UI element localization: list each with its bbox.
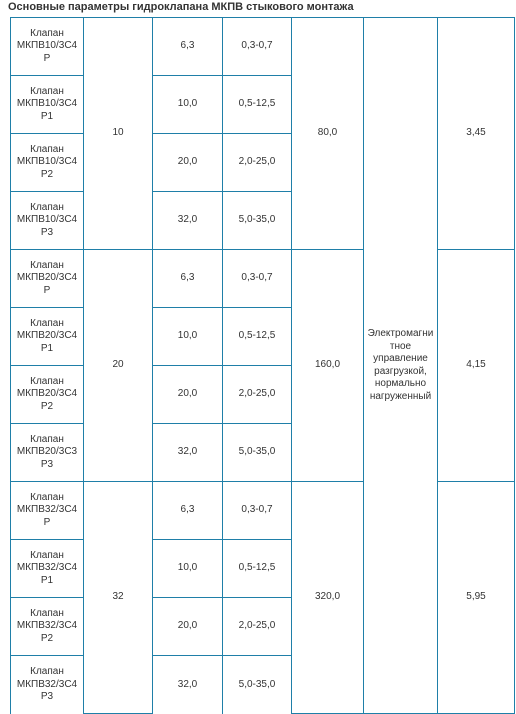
setting-range-cell [223,134,292,192]
pressure-cell [153,656,223,714]
pressure-cell [153,540,223,598]
valve-name-line: Клапан [30,85,64,97]
setting-range-cell [223,482,292,540]
valve-name-line: Р1 [40,342,54,354]
valve-name-cell [11,134,84,192]
control-type-line: тное [389,340,412,352]
setting-range-cell [223,598,292,656]
pressure-value: 10,0 [177,330,198,342]
valve-name-cell [11,656,84,714]
valve-name-cell [11,482,84,540]
valve-name-cell [11,424,84,482]
valve-name-line: Клапан [30,491,64,503]
valve-name-line: Клапан [30,607,64,619]
setting-range-value: 2,0-25,0 [238,388,276,400]
valve-name-line: МКПВ10/3С4 [16,156,78,168]
valve-name-line: Клапан [30,549,64,561]
valve-name-line: МКПВ10/3С4 [16,98,78,110]
valve-name-cell [11,192,84,250]
valve-name-line: Р [43,516,51,528]
valve-name-cell [11,250,84,308]
valve-name-line: Клапан [30,143,64,155]
pressure-cell [153,134,223,192]
valve-name-line: Р2 [40,400,54,412]
parameters-table-body [11,18,515,714]
table-row [11,250,515,308]
parameters-table [10,17,515,714]
valve-name-line: МКПВ20/3С4 [16,330,78,342]
setting-range-cell [223,366,292,424]
setting-range-cell [223,192,292,250]
flow-rate-cell [292,482,364,714]
setting-range-value: 5,0-35,0 [238,446,276,458]
pressure-cell [153,366,223,424]
setting-range-cell [223,656,292,714]
valve-name-line: МКПВ20/3С4 [16,388,78,400]
valve-name-line: Р1 [40,574,54,586]
setting-range-value: 0,3-0,7 [241,504,273,516]
pressure-value: 32,0 [177,214,198,226]
setting-range-value: 0,5-12,5 [238,98,276,110]
flow-rate-cell [292,250,364,482]
pressure-value: 10,0 [177,98,198,110]
valve-name-line: Клапан [30,433,64,445]
setting-range-cell [223,250,292,308]
pressure-cell [153,482,223,540]
valve-name-line: Клапан [30,375,64,387]
valve-name-line: Р [43,284,51,296]
weight-value: 3,45 [466,127,486,139]
control-type-line: Электромагни [367,328,434,339]
weight-cell [438,250,515,482]
setting-range-cell [223,76,292,134]
table-row [11,482,515,540]
valve-name-line: МКПВ10/3С4 [16,214,78,226]
control-type-line: управление [373,353,428,364]
nominal-bore-value: 20 [112,359,124,371]
pressure-value: 10,0 [177,562,198,574]
setting-range-value: 5,0-35,0 [238,214,276,226]
setting-range-cell [223,540,292,598]
flow-rate-value: 80,0 [317,127,338,139]
valve-name-cell [11,308,84,366]
setting-range-cell [223,424,292,482]
weight-cell [438,18,515,250]
pressure-value: 20,0 [177,156,198,168]
table-row [11,18,515,76]
nominal-bore-cell [84,250,153,482]
control-type-line: нормально [374,378,427,389]
valve-name-line: МКПВ32/3С4 [16,504,78,516]
weight-cell [438,482,515,714]
flow-rate-value: 160,0 [314,359,341,371]
valve-name-line: Р3 [40,226,54,238]
valve-name-line: МКПВ10/3С4 [16,40,78,52]
setting-range-value: 0,3-0,7 [241,40,273,52]
valve-name-line: Клапан [30,201,64,213]
pressure-value: 20,0 [177,388,198,400]
nominal-bore-value: 10 [112,127,124,139]
pressure-cell [153,18,223,76]
valve-name-line: Р3 [40,691,54,702]
pressure-value: 6,3 [180,40,195,52]
setting-range-value: 2,0-25,0 [238,620,276,632]
flow-rate-cell [292,18,364,250]
setting-range-cell [223,18,292,76]
setting-range-value: 0,5-12,5 [238,330,276,342]
valve-name-line: Клапан [30,666,64,677]
setting-range-cell [223,308,292,366]
pressure-value: 32,0 [177,446,198,458]
setting-range-value: 0,3-0,7 [241,272,273,284]
pressure-value: 20,0 [177,620,198,632]
weight-value: 4,15 [466,359,486,371]
control-type-cell [364,18,438,714]
flow-rate-value: 320,0 [314,591,341,603]
valve-name-cell [11,366,84,424]
valve-name-line: Р [43,52,51,64]
valve-name-cell [11,76,84,134]
pressure-value: 32,0 [177,678,198,690]
valve-name-cell [11,598,84,656]
pressure-cell [153,76,223,134]
valve-name-line: Клапан [30,27,64,39]
setting-range-value: 2,0-25,0 [238,156,276,168]
weight-value: 5,95 [466,591,486,603]
setting-range-value: 0,5-12,5 [238,562,276,574]
control-type-line: нагруженный [369,390,432,402]
pressure-value: 6,3 [180,504,195,516]
pressure-cell [153,250,223,308]
valve-name-line: Р2 [40,632,54,644]
setting-range-value: 5,0-35,0 [238,678,276,690]
pressure-cell [153,308,223,366]
valve-name-line: МКПВ20/3С4 [16,272,78,284]
valve-name-cell [11,18,84,76]
valve-name-line: Р1 [40,110,54,122]
valve-name-line: Р3 [40,458,54,470]
valve-name-line: МКПВ32/3С4 [16,562,78,574]
nominal-bore-cell [84,18,153,250]
nominal-bore-cell [84,482,153,714]
valve-name-line: Клапан [30,317,64,329]
valve-name-line: Р2 [40,168,54,180]
valve-name-line: МКПВ32/3С4 [16,620,78,632]
valve-name-cell [11,540,84,598]
valve-name-line: МКПВ20/3С3 [16,446,78,458]
pressure-cell [153,598,223,656]
control-type-line: разгрузкой, [374,365,427,377]
pressure-value: 6,3 [180,272,195,284]
valve-name-line: Клапан [30,259,64,271]
table-caption: Основные параметры гидроклапана МКПВ стыкового монтажа [8,1,354,13]
valve-name-line: МКПВ32/3С4 [16,678,78,690]
nominal-bore-value: 32 [112,591,124,603]
pressure-cell [153,424,223,482]
pressure-cell [153,192,223,250]
